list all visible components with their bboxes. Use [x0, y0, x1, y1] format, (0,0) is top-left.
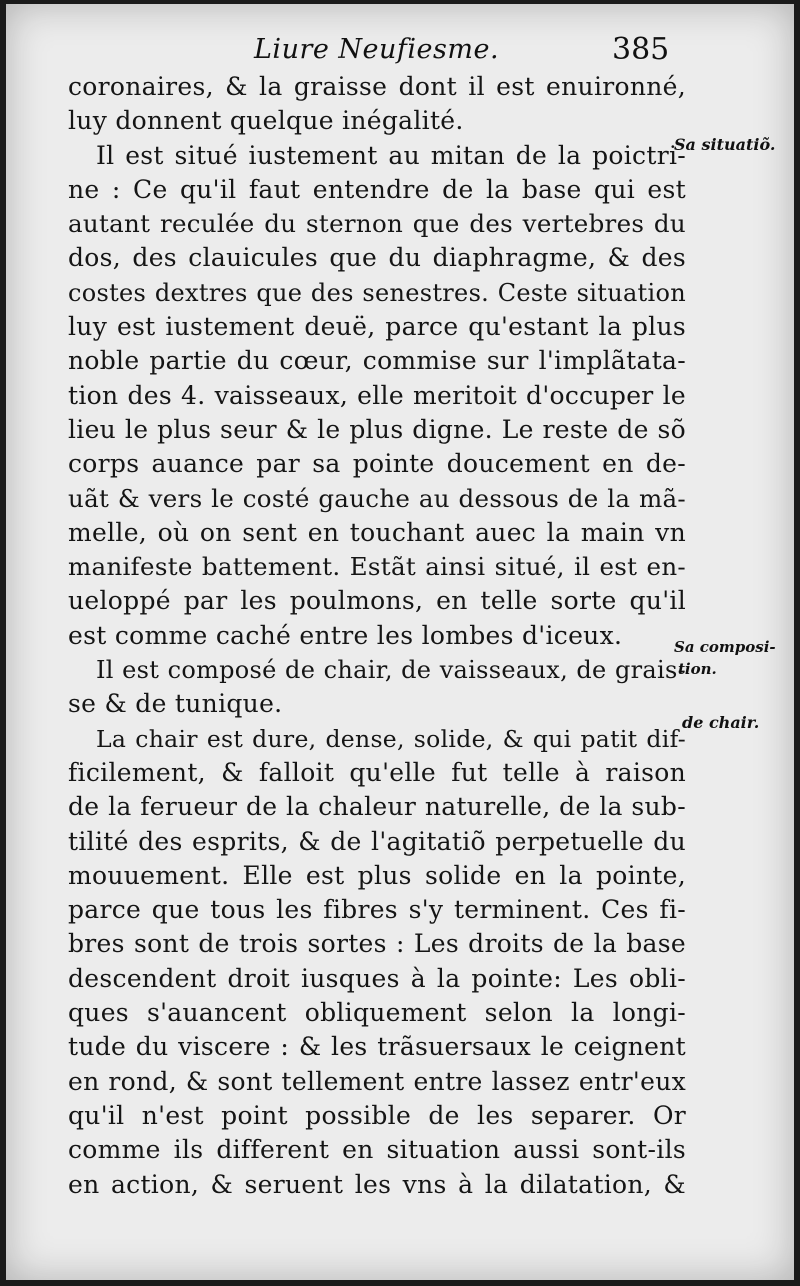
text-line: se & de tunique.: [68, 689, 283, 719]
text-line: costes dextres que des senestres. Ceste situation: [68, 278, 686, 307]
text-line: tude du viscere : & les trãsuersaux le ceignent: [68, 1032, 686, 1062]
text-line: Il est composé de chair, de vaisseaux, de grais-: [96, 656, 686, 685]
text-line: ques s'auancent obliquement selon la longi-: [68, 998, 686, 1028]
text-line: autant reculée du sternon que des vertebres du: [68, 209, 686, 239]
text-line: tilité des esprits, & de l'agitatiõ perpetuelle du: [68, 826, 686, 856]
text-line: ueloppé par les poulmons, en telle sorte qu'il: [68, 586, 686, 616]
text-line: qu'il n'est point possible de les separer. Or: [68, 1100, 686, 1130]
text-line: coronaires, & la graisse dont il est enuironné,: [68, 72, 686, 101]
margin-note-composition: [674, 636, 776, 680]
text-line: lieu le plus seur & le plus digne. Le reste de sõ: [68, 414, 686, 444]
text-line: luy donnent quelque inégalité.: [68, 106, 464, 136]
text-line: descendent droit iusques à la pointe: Les obli-: [68, 963, 686, 993]
text-line: ficilement, & falloit qu'elle fut telle à raison: [68, 757, 686, 787]
text-line: parce que tous les fibres s'y terminent. Ces fi-: [68, 895, 686, 925]
text-line: tion des 4. vaisseaux, elle meritoit d'occuper le: [68, 380, 686, 410]
page-header: [6, 34, 794, 74]
text-line: est comme caché entre les lombes d'iceux.: [68, 620, 623, 650]
text-line: mouuement. Elle est plus solide en la pointe,: [68, 860, 686, 890]
text-line: dos, des clauicules que du diaphragme, & des: [68, 243, 686, 273]
text-line: bres sont de trois sortes : Les droits de la base: [68, 929, 686, 959]
text-line: melle, où on sent en touchant auec la main vn: [68, 517, 686, 547]
text-line: en rond, & sont tellement entre lassez entr'eux: [68, 1066, 686, 1096]
text-line: noble partie du cœur, commise sur l'implãtata-: [68, 346, 686, 376]
text-line: comme ils different en situation aussi sont-ils: [68, 1135, 686, 1165]
page-number: 385: [612, 32, 670, 67]
text-line: de la ferueur de la chaleur naturelle, de la sub-: [68, 792, 686, 822]
margin-note-chair: de chair.: [682, 713, 760, 732]
text-line: luy est iustement deuë, parce qu'estant la plus: [68, 312, 686, 342]
text-line: ne : Ce qu'il faut entendre de la base qui est: [68, 174, 686, 204]
margin-note-composition-line: tion.: [678, 660, 717, 678]
running-title: Liure Neufiesme.: [254, 34, 500, 65]
text-line: Il est situé iustement au mitan de la poictri-: [96, 140, 686, 170]
body-text: [68, 70, 686, 1202]
book-page: [6, 4, 794, 1280]
text-line: La chair est dure, dense, solide, & qui patit dif-: [96, 724, 686, 753]
text-line: manifeste battement. Estãt ainsi situé, il est en-: [68, 552, 686, 582]
margin-note-situation: Sa situatiõ.: [674, 135, 776, 154]
margin-note-composition-line: Sa composi-: [674, 638, 776, 656]
text-line: corps auance par sa pointe doucement en de-: [68, 449, 686, 479]
text-line: en action, & seruent les vns à la dilatation, &: [68, 1169, 686, 1199]
text-line: uãt & vers le costé gauche au dessous de la mã-: [68, 483, 686, 513]
